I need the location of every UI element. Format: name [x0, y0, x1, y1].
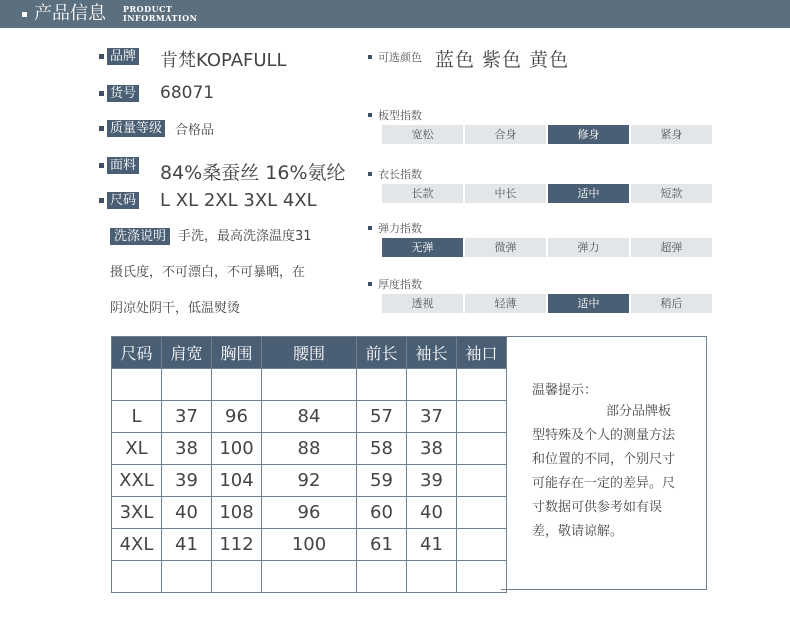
table-cell	[457, 497, 507, 529]
fit-index-bar	[382, 125, 712, 144]
care-text-1: 手洗，最高洗涤温度31	[178, 229, 312, 244]
table-cell: 4XL	[112, 529, 162, 561]
table-cell: 61	[357, 529, 407, 561]
table-cell	[262, 369, 357, 401]
fit-option: 紧身	[631, 125, 712, 144]
stretch-option: 弹力	[548, 238, 629, 257]
quality-label: 质量等级	[107, 120, 165, 137]
table-cell: 84	[262, 401, 357, 433]
fit-index-label: 板型指数	[368, 107, 422, 123]
length-option: 中长	[465, 184, 546, 203]
table-cell	[112, 561, 162, 593]
section-title-en-line2: INFORMATION	[123, 13, 198, 23]
note-title: 温馨提示：	[532, 383, 598, 398]
size-tag	[99, 192, 139, 209]
table-cell: 41	[407, 529, 457, 561]
bullet-icon	[99, 54, 104, 59]
table-cell: 92	[262, 465, 357, 497]
care-text-2: 摄氏度，不可漂白，不可暴晒，在	[110, 265, 306, 280]
stretch-option-selected: 无弹	[382, 238, 463, 257]
table-row	[112, 529, 507, 561]
table-cell	[262, 561, 357, 593]
stretch-option: 微弹	[465, 238, 546, 257]
fabric-value: 84%桑蚕丝 16%氨纶	[160, 162, 346, 184]
quality-tag	[99, 120, 165, 137]
table-cell: 100	[262, 529, 357, 561]
table-cell	[162, 561, 212, 593]
bullet-icon	[368, 172, 372, 176]
fit-option: 宽松	[382, 125, 463, 144]
fit-option-selected: 修身	[548, 125, 629, 144]
header-cell: 尺码	[112, 337, 162, 369]
stretch-index-label: 弹力指数	[368, 220, 422, 236]
care-label: 洗涤说明	[110, 228, 170, 245]
note-line-1: 部分品牌板	[606, 404, 672, 419]
section-title-en	[123, 5, 197, 23]
sku-tag	[99, 85, 139, 102]
thickness-option: 轻薄	[465, 294, 546, 313]
table-cell: XXL	[112, 465, 162, 497]
bullet-icon	[368, 226, 372, 230]
bullet-icon	[368, 282, 372, 286]
table-cell	[457, 529, 507, 561]
table-row	[112, 497, 507, 529]
size-table-header	[112, 337, 507, 369]
header-cell: 前长	[357, 337, 407, 369]
table-cell	[357, 561, 407, 593]
table-row	[112, 369, 507, 401]
stretch-index-bar	[382, 238, 712, 257]
table-cell: 37	[407, 401, 457, 433]
header-cell: 袖长	[407, 337, 457, 369]
brand-tag	[99, 48, 139, 65]
length-option: 短款	[631, 184, 712, 203]
bullet-icon	[368, 113, 372, 117]
colors-value: 蓝色 紫色 黄色	[435, 49, 570, 71]
thickness-option: 稍后	[631, 294, 712, 313]
quality-value: 合格品	[175, 123, 215, 138]
table-cell: 41	[162, 529, 212, 561]
length-index-bar	[382, 184, 712, 203]
section-header	[0, 0, 790, 28]
table-cell: 96	[212, 401, 262, 433]
header-cell: 腰围	[262, 337, 357, 369]
table-cell	[407, 561, 457, 593]
length-option-selected: 适中	[548, 184, 629, 203]
brand-label: 品牌	[107, 48, 139, 65]
table-cell: 57	[357, 401, 407, 433]
colors-label: 可选颜色	[368, 49, 422, 65]
table-cell: 104	[212, 465, 262, 497]
table-row	[112, 465, 507, 497]
size-value: L XL 2XL 3XL 4XL	[160, 190, 317, 211]
section-title: 产品信息	[34, 3, 106, 24]
section-title-en-line1: PRODUCT	[123, 4, 173, 14]
fabric-label: 面料	[107, 157, 139, 174]
length-index-label: 衣长指数	[368, 166, 422, 182]
table-cell: 39	[162, 465, 212, 497]
thickness-index-label: 厚度指数	[368, 276, 422, 292]
bullet-icon	[368, 55, 372, 59]
table-cell: 96	[262, 497, 357, 529]
bullet-icon	[99, 198, 104, 203]
note-rest: 型特殊及个人的测量方法和位置的不同，个别尺寸可能存在一定的差异。尺寸数据可供参考如有误差，敬请谅解。	[532, 428, 676, 539]
table-cell: 88	[262, 433, 357, 465]
table-cell: 3XL	[112, 497, 162, 529]
bullet-icon	[99, 126, 104, 131]
table-cell	[112, 369, 162, 401]
fit-option: 合身	[465, 125, 546, 144]
table-cell	[457, 401, 507, 433]
table-cell	[457, 465, 507, 497]
header-bullet-icon	[22, 12, 27, 17]
table-cell	[212, 369, 262, 401]
sku-value: 68071	[160, 83, 215, 103]
table-cell: 37	[162, 401, 212, 433]
table-row	[112, 401, 507, 433]
table-cell: 60	[357, 497, 407, 529]
care-line-1	[110, 228, 312, 246]
table-cell	[162, 369, 212, 401]
brand-value: 肯梵KOPAFULL	[160, 50, 287, 71]
length-option: 长款	[382, 184, 463, 203]
table-cell: 38	[162, 433, 212, 465]
table-cell	[457, 433, 507, 465]
fabric-tag	[99, 157, 139, 174]
thickness-option: 透视	[382, 294, 463, 313]
table-cell: L	[112, 401, 162, 433]
header-cell: 肩宽	[162, 337, 212, 369]
table-row	[112, 433, 507, 465]
table-cell: 108	[212, 497, 262, 529]
table-cell	[457, 369, 507, 401]
table-cell	[212, 561, 262, 593]
table-cell: XL	[112, 433, 162, 465]
note-body	[532, 400, 682, 544]
table-cell: 40	[407, 497, 457, 529]
thickness-index-bar	[382, 294, 712, 313]
table-cell: 40	[162, 497, 212, 529]
table-cell: 112	[212, 529, 262, 561]
size-note-box	[501, 336, 707, 590]
table-cell	[357, 369, 407, 401]
table-cell: 100	[212, 433, 262, 465]
table-cell: 38	[407, 433, 457, 465]
table-cell: 58	[357, 433, 407, 465]
care-text-3: 阴凉处阴干，低温熨烫	[110, 301, 241, 316]
stretch-option: 超弹	[631, 238, 712, 257]
table-cell	[407, 369, 457, 401]
thickness-option-selected: 适中	[548, 294, 629, 313]
table-row	[112, 561, 507, 593]
header-cell: 袖口	[457, 337, 507, 369]
bullet-icon	[99, 91, 104, 96]
size-label: 尺码	[107, 192, 139, 209]
sku-label: 货号	[107, 85, 139, 102]
header-cell: 胸围	[212, 337, 262, 369]
table-cell: 59	[357, 465, 407, 497]
size-table	[111, 336, 507, 593]
table-cell: 39	[407, 465, 457, 497]
bullet-icon	[99, 163, 104, 168]
table-cell	[457, 561, 507, 593]
